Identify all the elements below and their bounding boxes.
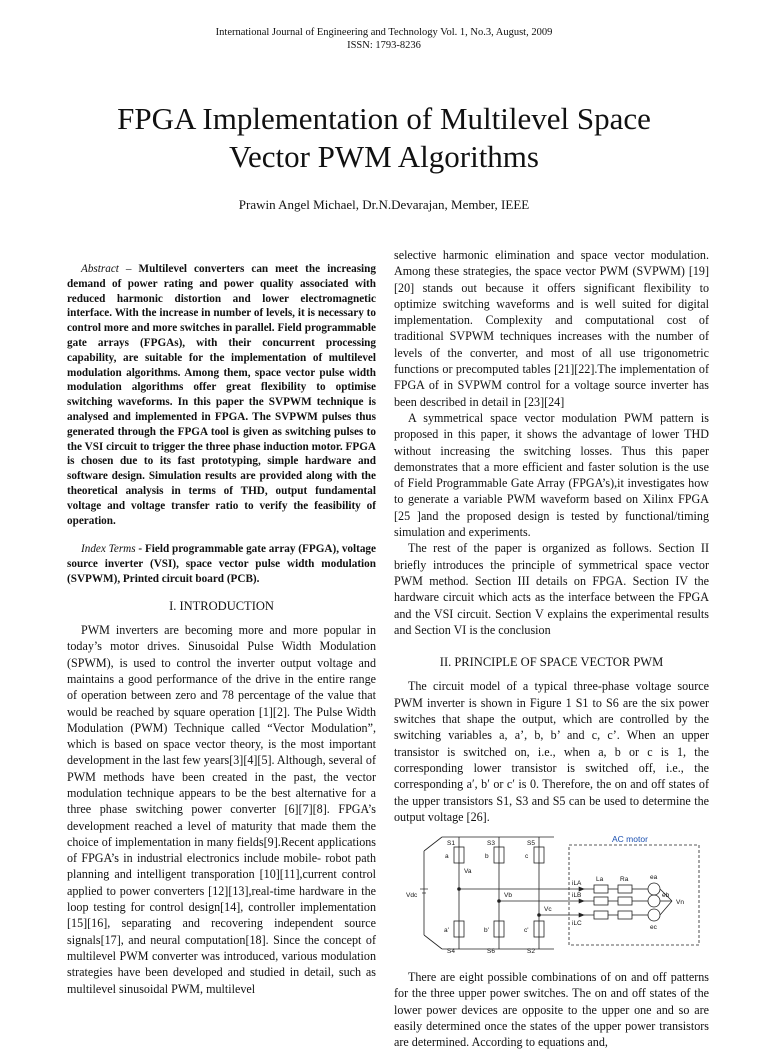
label-ea: ea — [650, 874, 658, 882]
journal-header-issn: ISSN: 1793-8236 — [347, 40, 421, 51]
right-paragraph-5: There are eight possible combinations of on and off patterns for the three upper power switches. The on and off states of the lower power devices are opposite to the upper one and so are easily determined once the states of the upper power transistors are determined. According to equations and, — [394, 970, 709, 1050]
paper-title — [0, 100, 768, 176]
right-paragraph-3: The rest of the paper is organized as follows. Section II briefly introduces the principle of symmetrical space vector PWM method. Section III details on FPGA. Section IV the hardware circuit which acts as the interface between the FPGA and the VSI circuit. Section V explains the experimental results and Section VI is the conclusion — [394, 541, 709, 637]
index-terms-lead: Index Terms — [81, 543, 136, 556]
journal-header-line1: International Journal of Engineering and Technology Vol. 1, No.3, August, 2009 — [215, 27, 553, 38]
index-terms-text: - Field programmable gate array (FPGA), voltage source inverter (VSI), space vector pulse width modulation (SVPWM), Printed circuit board (PCB). — [67, 543, 376, 585]
index-terms — [67, 542, 376, 586]
label-s5: S5 — [527, 840, 535, 848]
label-s3: S3 — [487, 840, 495, 848]
inverter-circuit-figure — [404, 831, 704, 957]
label-vc: Vc — [544, 906, 552, 914]
label-vb: Vb — [504, 892, 512, 900]
label-ilb: iLB — [572, 892, 582, 900]
label-a-prime: a' — [444, 927, 449, 935]
label-s1: S1 — [447, 840, 455, 848]
right-paragraph-4: The circuit model of a typical three-phase voltage source PWM inverter is shown in Figure 1 S1 to S6 are the six power switches that shape the output, which are controlled by the switching variables a, a’, b, b’ and c, c’. When an upper transistor is switched on, i.e., when a, b or c is 1, the corresponding lower transistor is switched off, i.e., the corresponding a′, b′ or c′ is 0. Therefore, the on and off states of the upper transistors S1, S3 and S5 can be used to determine the output voltage [26]. — [394, 679, 709, 824]
right-paragraph-1: selective harmonic elimination and space vector modulation. Among these strategies, the space vector PWM (SVPWM) [19][20] stands out because it offers significant flexibility to optimize switching waveforms and is well suited for digital implementation. Complexity and computational cost of traditional SVPWM techniques increases with the number of levels of the converter, and most of all use trigonometric functions or precomputed tables [21][22].The implementation of FPGA of in SVPWM control for a voltage source inverter has been described in detail in [23][24] — [394, 248, 709, 409]
author-list: Prawin Angel Michael, Dr.N.Devarajan, Member, IEEE — [238, 197, 530, 212]
label-ra: Ra — [620, 876, 629, 884]
left-column — [67, 262, 376, 997]
section-heading-introduction: I. INTRODUCTION — [169, 598, 274, 613]
section-heading-svpwm: II. PRINCIPLE OF SPACE VECTOR PWM — [439, 655, 664, 670]
abstract — [67, 262, 376, 528]
label-a: a — [445, 853, 449, 861]
label-ec: ec — [650, 924, 657, 932]
label-vn: Vn — [676, 899, 684, 907]
paper-title-line2: Vector PWM Algorithms — [229, 139, 539, 174]
label-vdc: Vdc — [406, 892, 418, 900]
right-column — [394, 247, 709, 1051]
label-s6: S6 — [487, 948, 495, 956]
label-c-prime: c' — [524, 927, 529, 935]
label-c: c — [525, 853, 529, 861]
inverter-circuit-diagram — [404, 831, 704, 957]
figure-title: AC motor — [612, 834, 648, 845]
paper-title-line1: FPGA Implementation of Multilevel Space — [117, 101, 651, 136]
label-va: Va — [464, 868, 472, 876]
label-b-prime: b' — [484, 927, 489, 935]
abstract-lead: Abstract – — [81, 263, 132, 275]
label-s4: S4 — [447, 948, 455, 956]
right-paragraph-2: A symmetrical space vector modulation PWM pattern is proposed in this paper, it shows the advantage of lower THD without increasing the switching losses. Thus this paper demonstrates that a more efficient and faster solution is the use of Field Programmable Gate Array (FPGA’s),it investigates how to generate a variable PWM waveform based on Xilinx FPGA [25 ]and the proposed design is tested by functional/timing simulation and experiments. — [394, 410, 709, 540]
label-s2: S2 — [527, 948, 535, 956]
label-ila: iLA — [572, 880, 582, 888]
intro-paragraph: PWM inverters are becoming more and more popular in today’s motor drives. Sinusoidal Pulse Width Modulation (SPWM), is used to control the inverter output voltage and maintains a good performance of the drive in the entire range of operation between zero and 78 percentage of the value that would be reached by square operation [1][2]. The Pulse Width Modulation (PWM) Technique called “Vector Modulation”, which is based on space vector theory, is the most important development in the last few years[3][4][5]. Although, several of PWM methods have been created in the past, the vector modulation technique appears to be the best alternative for a three phase switching power converter [6][7][8]. FPGA’s development reached a level of maturity that made them the choice of implementation in many fields[9].Recent applications of FPGA’s in industrial electronics include mobile- robot path planning and intelligent transporation [10][11],current control applied to power converters [12][13],real-time hardware in the loop testing for control design[14], controller implementation [15][16], separating and recovering independent source signals[17], and neural computation[18]. Since the concept of multilevel PWM converter was introduced, various modulation strategies have been developed and studied in detail, such as multilevel sinusoidal PWM, multilevel — [67, 623, 376, 996]
abstract-text: Multilevel converters can meet the increasing demand of power rating and power quality associated with reduced harmonic distortion and lower electromagnetic interface. With the increase in number of levels, it is necessary to control more and more switches in parallel. Field programmable gate arrays (FPGAs), with their concurrent processing capability, are suitable for the implementation of multilevel modulation algorithms. Among them, space vector pulse width modulation algorithms offer great flexibility to optimise switching waveforms. In this paper the SVPWM technique is analysed and implemented in FPGA. The SVPWM pulses thus generated through the FPGA tool is given as switching pulses to the VSI circuit to trigger the three phase induction motor. FPGA is chosen due to its fast prototyping, simple hardware and software design. Simulation results are provided along with the theoretical analysis in terms of THD, output fundamental voltage and voltage transfer ratio to verify the feasibility of operation. — [67, 263, 376, 527]
label-eb: eb — [662, 892, 670, 900]
label-b: b — [485, 853, 489, 861]
label-ilc: iLC — [572, 920, 582, 928]
label-la: La — [596, 876, 604, 884]
